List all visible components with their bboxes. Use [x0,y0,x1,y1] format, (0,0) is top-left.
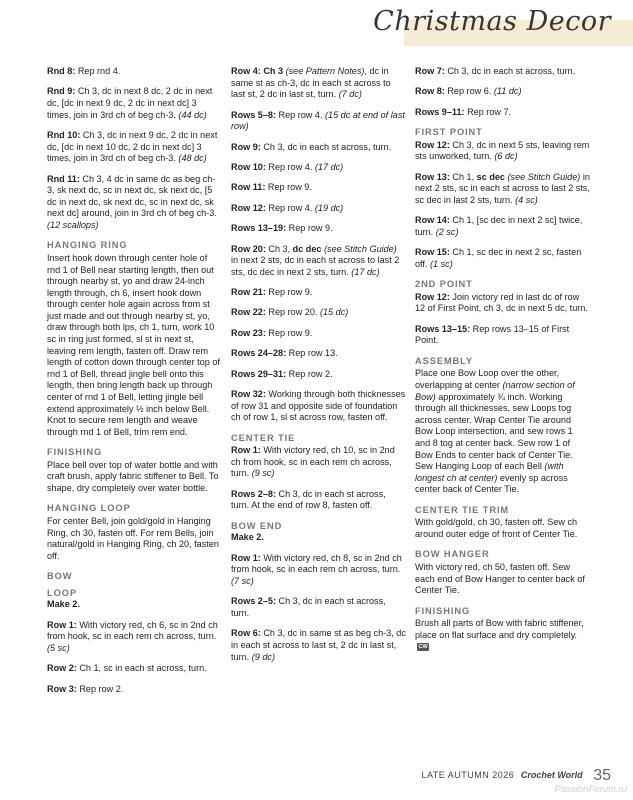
assembly-text: Place one Bow Loop over the other, overlapping at center (narrow section of Bow) approximately ¾ inch. Working through all thicknesses, sew Loops tog across center. Wrap Center Tie around Bow Loop intersection, and sew rows 1 and 8 tog at center back. Sew row 1 of Bow Ends to center back of Center Tie. Sew Hanging Loop of each Bell (with longest ch at center) evenly sp across center back of Center Tie. [415,368,575,495]
heading-hanging-loop: HANGING LOOP [47,503,131,514]
instruction-2nd-point-rows-13-15: Rows 13–15: Rep rows 13–15 of First Point. [415,323,570,346]
instruction-row-12: Row 12: Rep row 4. (19 dc) [231,202,344,213]
column-2 [231,66,406,672]
instruction-row-10: Row 10: Rep row 4. (17 dc) [231,161,344,172]
heading-bow: BOW [47,571,73,582]
instruction-bow-end-row-6: Row 6: Ch 3, dc in same st as beg ch-3, dc in each st across to last st, 2 dc in last st, turn. (9 dc) [231,628,406,662]
instruction-first-point-row-15: Row 15: Ch 1, sc dec in next 2 sc, fasten off. (1 sc) [415,247,582,269]
instruction-loop-row-2: Row 2: Ch 1, sc in each st across, turn. [47,663,207,674]
bow-finishing-text: Brush all parts of Bow with fabric stiffener, place on flat surface and dry completely. CW [415,618,584,650]
instruction-row-9: Row 9: Ch 3, dc in each st across, turn. [231,141,392,152]
instruction-2nd-point-row-12: Row 12: Join victory red in last dc of row 12 of First Point, ch 3, dc in next 5 dc, turn. [415,291,588,314]
column-1 [47,66,222,704]
page-footer [421,767,611,785]
watermark: PassionForum.ru [554,784,627,795]
heading-finishing: FINISHING [47,447,103,458]
section-title: Christmas Decor [373,6,611,37]
bow-end-make-count: Make 2. [231,532,264,543]
instruction-rows-13-19: Rows 13–19: Rep row 9. [231,223,333,234]
heading-bow-finishing: FINISHING [415,605,471,616]
instruction-center-tie-rows-2-8: Rows 2–8: Ch 3, dc in each st across, turn. At the end of row 8, fasten off. [231,488,386,511]
instruction-row-32: Row 32: Working through both thicknesses of row 31 and opposite side of foundation ch of row 1, sl st across row, fasten off. [231,389,406,423]
instruction-rnd-9: Rnd 9: Ch 3, dc in next 8 dc, 2 dc in next dc, [dc in next 9 dc, 2 dc in next dc] 3 times, join in 3rd ch of beg ch-3. (44 dc) [47,86,213,120]
bow-hanger-text: With victory red, ch 50, fasten off. Sew each end of Bow Hanger to center back of Center Tie. [415,561,585,596]
instruction-bow-end-row-1: Row 1: With victory red, ch 8, sc in 2nd ch from hook, sc in each rem ch across, turn. (7 sc) [231,552,402,586]
heading-bow-end: BOW END [231,520,283,531]
page-number: 35 [593,767,611,784]
instruction-rnd-10: Rnd 10: Ch 3, dc in next 9 dc, 2 dc in next dc, [dc in next 10 dc, 2 dc in next dc] 3 times, join in 3rd ch of beg ch-3. (48 dc) [47,129,218,164]
instruction-center-tie-row-1: Row 1: With victory red, ch 10, sc in 2nd ch from hook, sc in each rem ch across, turn. (9 sc) [231,445,395,479]
instruction-first-point-row-14: Row 14: Ch 1, [sc dec in next 2 sc] twice, turn. (2 sc) [415,215,583,237]
heading-center-tie-trim: CENTER TIE TRIM [415,504,510,515]
end-mark-icon: CW [418,643,428,650]
heading-bow-hanger: BOW HANGER [415,549,490,560]
instruction-first-point-row-13: Row 13: Ch 1, sc dec (see Stitch Guide) in next 2 sts, sc in each st across to last 2 sts, sc dec in last 2 sts, turn. (4 sc) [415,171,590,205]
instruction-row-23: Row 23: Rep row 9. [231,327,313,338]
instruction-bow-end-rows-2-5: Rows 2–5: Ch 3, dc in each st across, turn. [231,596,386,618]
instruction-rows-29-31: Rows 29–31: Rep row 2. [231,368,333,379]
instruction-first-point-row-12: Row 12: Ch 3, dc in next 5 sts, leaving rem sts unworked, turn. (6 dc) [415,139,590,162]
instruction-row-7: Row 7: Ch 3, dc in each st across, turn. [415,66,576,76]
instruction-loop-row-3: Row 3: Rep row 2. [47,683,124,694]
instruction-rows-5-8: Rows 5–8: Rep row 4. (15 dc at end of last row) [231,109,405,132]
instruction-row-8: Row 8: Rep row 6. (11 dc) [415,86,522,97]
loop-make-count: Make 2. [47,599,80,610]
column-3 [415,66,590,662]
magazine-name: Crochet World [520,770,583,780]
instruction-loop-row-1: Row 1: With victory red, ch 6, sc in 2nd ch from hook, sc in each rem ch across, turn. (5 sc) [47,619,218,653]
instruction-rows-9-11: Rows 9–11: Rep row 7. [415,106,512,117]
instruction-row-20: Row 20: Ch 3, dc dec (see Stitch Guide) in next 2 sts, dc in each st across to last 2 sts, dc dec in next 2 sts, turn. (17 dc) [231,243,400,277]
instruction-row-11: Row 11: Rep row 9. [231,182,312,193]
heading-2nd-point: 2ND POINT [415,279,473,290]
heading-loop: LOOP [47,587,77,598]
instruction-rnd-11: Rnd 11: Ch 3, 4 dc in same dc as beg ch-3, sk next dc, sc in next dc, sk next dc, [5 dc in next dc, sk next dc, sc in next dc, sk next dc] around, join in 3rd ch of beg ch-3. (12 scallops) [47,173,217,230]
center-tie-trim-text: With gold/gold, ch 30, fasten off. Sew ch around outer edge of front of Center Tie. [415,517,578,539]
instruction-row-4: Row 4: Ch 3 (see Pattern Notes), dc in same st as ch-3, dc in each st across to last st, 2 dc in last st, turn. (7 dc) [231,66,391,100]
heading-first-point: FIRST POINT [415,127,483,138]
instruction-row-22: Row 22: Rep row 20. (15 dc) [231,307,349,318]
instruction-rows-24-28: Rows 24–28: Rep row 13. [231,348,338,359]
hanging-ring-text: Insert hook down through center hole of rnd 1 of Bell near starting length, then out through nearby st, yo and draw 24-inch length through, ch 6, insert hook down through center hole again across from st just made and out through nearby st, yo, draw through both lps, ch 1, turn, work 10 sc in ring just formed, sl st in next st, leaving rem length, fasten off. Draw rem length of cotton down through center top of rnd 1 of Bell, thread jingle bell onto this length, then bring length back up through center of rnd 1 of Bell, letting jingle bell extend approximately ½ inch below Bell. Knot to secure rem length and weave through rnd 1 of Bell, trim rem end. [47,252,220,437]
issue-label: LATE AUTUMN 2026 [421,770,515,780]
finishing-text: Place bell over top of water bottle and with craft brush, apply fabric stiffener to Bell. To shape, dry completely over water bottle. [47,459,219,493]
heading-hanging-ring: HANGING RING [47,240,128,251]
heading-center-tie: CENTER TIE [231,432,296,443]
hanging-loop-text: For center Bell, join gold/gold in Hanging Ring, ch 30, fasten off. For rem Bells, join natural/gold in Hanging Ring, ch 20, fasten off. [47,515,219,561]
heading-assembly: ASSEMBLY [415,355,474,366]
instruction-row-21: Row 21: Rep row 9. [231,287,313,298]
instruction-rnd-8: Rnd 8: Rep rnd 4. [47,66,121,76]
